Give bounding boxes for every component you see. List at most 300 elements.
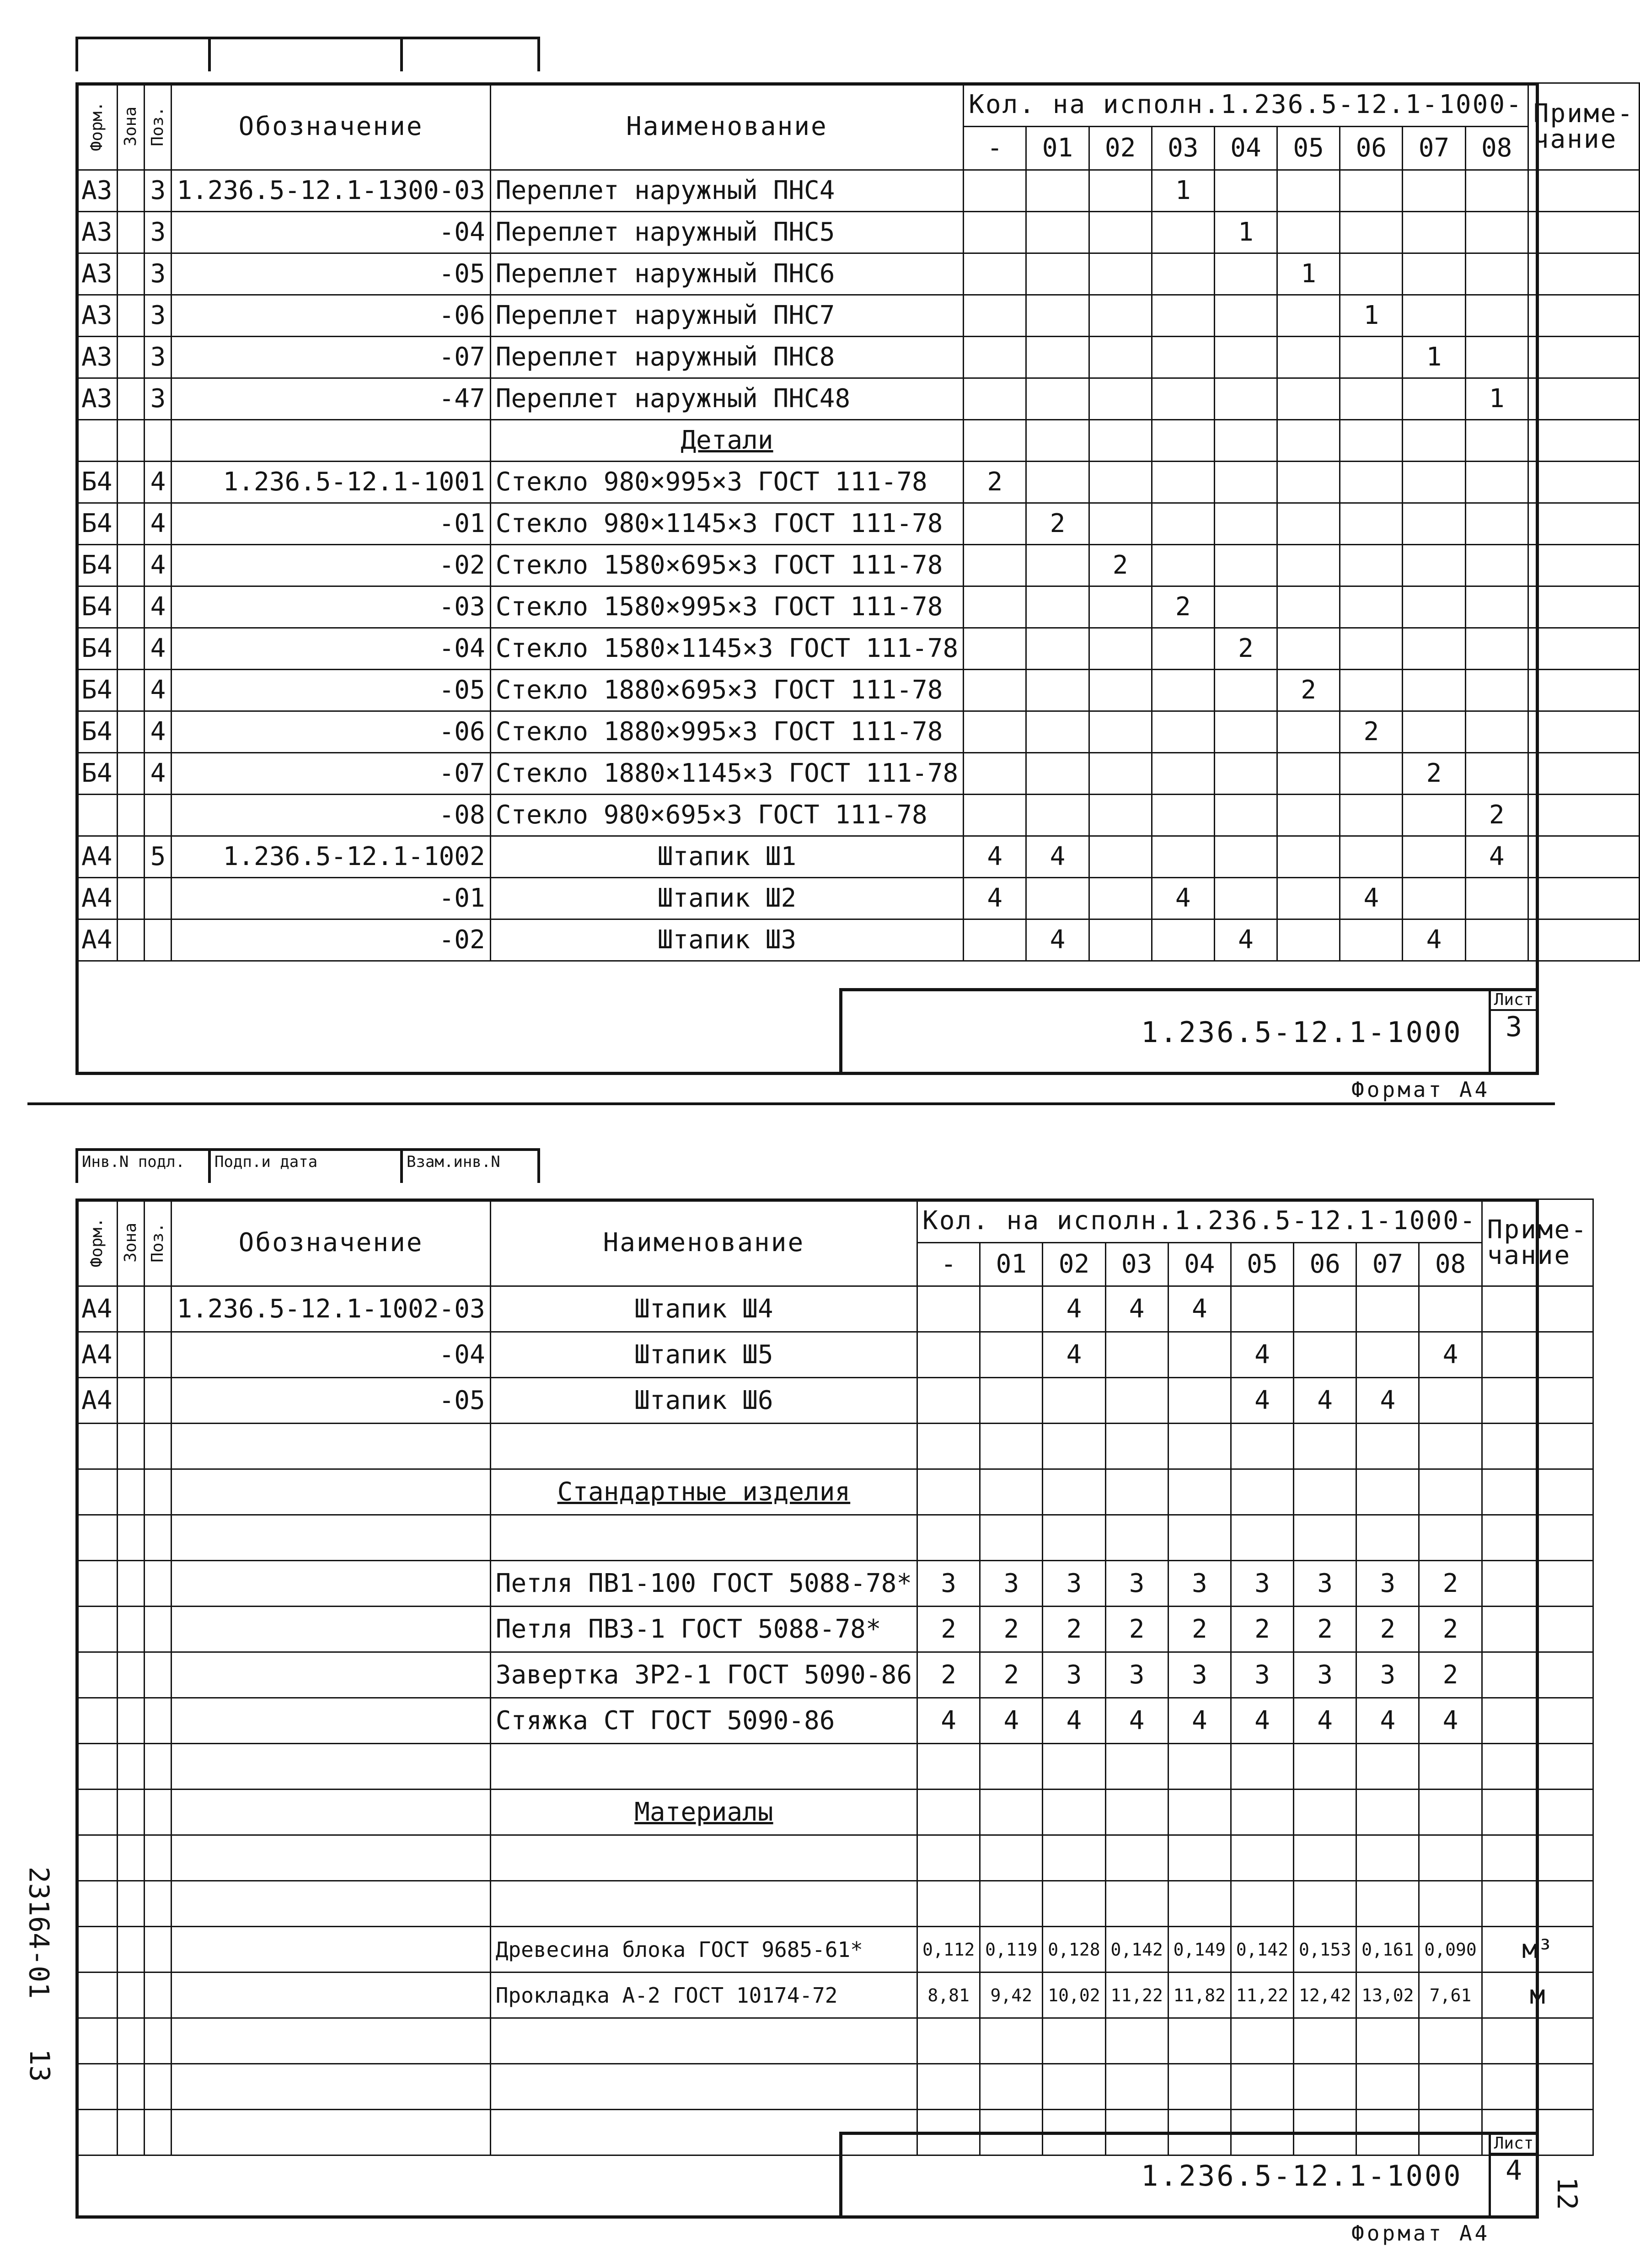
pos-header: [145, 83, 172, 170]
qty-cell: [1152, 795, 1214, 836]
empty-cell: [1419, 1790, 1482, 1835]
qty-cell: 4: [1419, 1698, 1482, 1744]
empty-cell: [1168, 2064, 1231, 2110]
qty-cell: [1026, 878, 1089, 919]
name-cell: Прокладка А-2 ГОСТ 10174-72: [490, 1972, 917, 2018]
designation-header: Обозначение: [172, 1199, 490, 1286]
table-row: [76, 503, 1640, 545]
empty-cell: [1356, 1469, 1419, 1515]
form-cell: Б4: [76, 753, 118, 795]
designation-cell: -07: [172, 337, 490, 378]
qty-cell: [964, 253, 1026, 295]
qty-cell: [1214, 836, 1277, 878]
qty-cell: [1340, 586, 1403, 628]
empty-cell: [1168, 1835, 1231, 1881]
empty-cell: [76, 1469, 118, 1515]
side-archive-number: 23164-01: [22, 1866, 55, 1999]
qty-cell: 4: [1214, 919, 1277, 961]
qty-cell: [1403, 378, 1465, 420]
qty-cell: 4: [1043, 1286, 1105, 1332]
form-cell: А4: [76, 878, 118, 919]
empty-cell: [1419, 1469, 1482, 1515]
qty-cell: 3: [980, 1561, 1043, 1607]
qty-cell: [1152, 462, 1214, 503]
qty-cell: 1: [1403, 337, 1465, 378]
note-cell: [1528, 170, 1639, 212]
empty-cell: [172, 1744, 490, 1790]
table-row: [76, 337, 1640, 378]
top-box: [403, 39, 540, 71]
form-cell: А3: [76, 295, 118, 337]
empty-cell: [118, 2110, 145, 2155]
qty-cell: 0,128: [1043, 1927, 1105, 1972]
qty-cell: [1465, 253, 1528, 295]
variant-header: 02: [1089, 127, 1152, 170]
corner-page-number: 12: [1551, 2177, 1583, 2210]
qty-cell: [1026, 753, 1089, 795]
qty-cell: [1356, 1286, 1419, 1332]
variant-header: 07: [1403, 127, 1465, 170]
empty-cell: [76, 1790, 118, 1835]
qty-cell: [1214, 170, 1277, 212]
empty-cell: [1294, 1744, 1356, 1790]
qty-cell: [1403, 253, 1465, 295]
qty-cell: [964, 545, 1026, 586]
qty-cell: [1089, 878, 1152, 919]
sheet-number: 4: [1505, 2155, 1522, 2187]
qty-cell: 0,161: [1356, 1927, 1419, 1972]
qty-cell: [1419, 1286, 1482, 1332]
qty-cell: 2: [1294, 1607, 1356, 1652]
name-cell: Стекло 980×995×3 ГОСТ 111-78: [490, 462, 963, 503]
qty-cell: [1294, 1332, 1356, 1378]
qty-cell: 4: [1168, 1286, 1231, 1332]
empty-cell: [1231, 1790, 1293, 1835]
name-cell: Переплет наружный ПНС5: [490, 212, 963, 253]
qty-cell: [1277, 628, 1340, 670]
empty-cell: [118, 1744, 145, 1790]
name-cell: Завертка ЗР2-1 ГОСТ 5090-86: [490, 1652, 917, 1698]
qty-cell: 3: [1231, 1561, 1293, 1607]
empty-cell: [145, 1424, 172, 1469]
empty-cell: [118, 2018, 145, 2064]
empty-cell: [145, 1744, 172, 1790]
qty-cell: [964, 337, 1026, 378]
table-row: [76, 462, 1640, 503]
qty-cell: 4: [964, 878, 1026, 919]
form-cell: Б4: [76, 462, 118, 503]
qty-cell: 0,142: [1105, 1927, 1168, 1972]
name-cell: Стекло 980×695×3 ГОСТ 111-78: [490, 795, 963, 836]
qty-cell: [1403, 586, 1465, 628]
note-cell: м: [1482, 1972, 1593, 2018]
empty-cell: [1214, 420, 1277, 462]
pos-cell: [145, 1561, 172, 1607]
qty-cell: [1214, 753, 1277, 795]
variant-header: 08: [1465, 127, 1528, 170]
table-row: [76, 878, 1640, 919]
designation-cell: [172, 1561, 490, 1607]
empty-cell: [1043, 1424, 1105, 1469]
empty-cell: [1294, 1790, 1356, 1835]
form-cell: А4: [76, 919, 118, 961]
pos-cell: [145, 1698, 172, 1744]
qty-cell: [964, 378, 1026, 420]
qty-cell: 4: [1356, 1378, 1419, 1424]
qty-cell: 4: [1419, 1332, 1482, 1378]
empty-cell: [1231, 1881, 1293, 1927]
empty-cell: [76, 1835, 118, 1881]
empty-cell: [1482, 1881, 1593, 1927]
qty-cell: [1026, 711, 1089, 753]
note-cell: м³: [1482, 1927, 1593, 1972]
qty-cell: 4: [1105, 1698, 1168, 1744]
name-cell: Переплет наружный ПНС8: [490, 337, 963, 378]
spec-table: [75, 82, 1640, 962]
qty-cell: [1026, 586, 1089, 628]
empty-cell: [118, 1424, 145, 1469]
empty-cell: [980, 1515, 1043, 1561]
form-header-text: Форм.: [87, 102, 106, 151]
qty-cell: 3: [1168, 1652, 1231, 1698]
qty-cell: 4: [1465, 836, 1528, 878]
qty-cell: 4: [1340, 878, 1403, 919]
qty-cell: [1214, 253, 1277, 295]
qty-cell: 3: [1105, 1561, 1168, 1607]
empty-cell: [1105, 1881, 1168, 1927]
qty-cell: [1089, 295, 1152, 337]
empty-cell: [980, 2018, 1043, 2064]
qty-cell: 4: [917, 1698, 980, 1744]
qty-cell: 2: [1419, 1652, 1482, 1698]
table-row: [76, 2018, 1593, 2064]
note-cell: [1482, 1698, 1593, 1744]
empty-cell: [1043, 1790, 1105, 1835]
empty-cell: [118, 2064, 145, 2110]
sheet-4: [75, 1148, 1588, 2255]
empty-cell: [1231, 2064, 1293, 2110]
designation-cell: -07: [172, 753, 490, 795]
pos-cell: 3: [145, 253, 172, 295]
qty-cell: [1168, 1378, 1231, 1424]
empty-cell: [1356, 2018, 1419, 2064]
variant-header: 02: [1043, 1243, 1105, 1286]
empty-cell: [1105, 2018, 1168, 2064]
pos-cell: [145, 919, 172, 961]
qty-cell: 2: [1168, 1607, 1231, 1652]
variant-header: -: [917, 1243, 980, 1286]
form-cell: Б4: [76, 586, 118, 628]
qty-cell: [1152, 670, 1214, 711]
empty-cell: [118, 1515, 145, 1561]
qty-cell: 4: [1152, 878, 1214, 919]
note-header: Приме-чание: [1482, 1199, 1593, 1286]
qty-cell: 0,090: [1419, 1927, 1482, 1972]
qty-cell: [1465, 295, 1528, 337]
table-row: [76, 1972, 1593, 2018]
qty-cell: 2: [1152, 586, 1214, 628]
empty-cell: [76, 1515, 118, 1561]
designation-cell: -05: [172, 670, 490, 711]
zone-cell: [118, 1607, 145, 1652]
qty-cell: 2: [1419, 1607, 1482, 1652]
table-row: [76, 212, 1640, 253]
empty-cell: [1043, 1881, 1105, 1927]
designation-cell: 1.236.5-12.1-1001: [172, 462, 490, 503]
replace-inv-box: Взам.инв.N: [403, 1151, 540, 1183]
empty-cell: [1294, 1835, 1356, 1881]
qty-cell: [964, 919, 1026, 961]
empty-cell: [1043, 1835, 1105, 1881]
table-row: [76, 545, 1640, 586]
note-cell: [1528, 295, 1639, 337]
empty-cell: [172, 420, 490, 462]
designation-cell: -04: [172, 212, 490, 253]
qty-cell: [1465, 670, 1528, 711]
top-boxes: [75, 37, 540, 71]
qty-cell: 4: [1294, 1698, 1356, 1744]
qty-cell: [1089, 711, 1152, 753]
qty-cell: [1465, 711, 1528, 753]
qty-cell: [1277, 919, 1340, 961]
pos-cell: 4: [145, 628, 172, 670]
designation-cell: [172, 1698, 490, 1744]
qty-cell: [1277, 337, 1340, 378]
qty-cell: [1403, 503, 1465, 545]
table-row: [76, 295, 1640, 337]
empty-cell: [1482, 1515, 1593, 1561]
qty-cell: 4: [964, 836, 1026, 878]
qty-cell: 9,42: [980, 1972, 1043, 2018]
empty-cell: [980, 1744, 1043, 1790]
qty-cell: 2: [917, 1652, 980, 1698]
qty-cell: [1465, 628, 1528, 670]
qty-cell: [1152, 337, 1214, 378]
sheet-number: 3: [1505, 1011, 1522, 1043]
note-cell: [1482, 1607, 1593, 1652]
qty-cell: 4: [1356, 1698, 1419, 1744]
zone-cell: [118, 878, 145, 919]
pos-cell: [145, 1286, 172, 1332]
qty-cell: [1152, 503, 1214, 545]
table-row: [76, 1424, 1593, 1469]
qty-cell: [1403, 170, 1465, 212]
qty-cell: 2: [980, 1607, 1043, 1652]
empty-cell: [1356, 1835, 1419, 1881]
qty-cell: 12,42: [1294, 1972, 1356, 2018]
empty-cell: [1419, 1744, 1482, 1790]
table-row: [76, 1332, 1593, 1378]
qty-cell: [1214, 378, 1277, 420]
variant-header: 05: [1277, 127, 1340, 170]
note-cell: [1528, 711, 1639, 753]
qty-cell: [980, 1332, 1043, 1378]
qty-cell: 2: [980, 1652, 1043, 1698]
qty-cell: 3: [1043, 1652, 1105, 1698]
empty-cell: [172, 1790, 490, 1835]
note-cell: [1528, 337, 1639, 378]
empty-cell: [172, 2064, 490, 2110]
empty-cell: [490, 1424, 917, 1469]
empty-cell: [1105, 1515, 1168, 1561]
pos-cell: 4: [145, 545, 172, 586]
sheet-label: Лист: [1491, 990, 1537, 1011]
name-header: Наименование: [490, 83, 963, 170]
qty-cell: [1340, 503, 1403, 545]
note-cell: [1482, 1332, 1593, 1378]
pos-cell: 3: [145, 378, 172, 420]
note-cell: [1528, 253, 1639, 295]
qty-cell: [917, 1332, 980, 1378]
qty-cell: [1089, 919, 1152, 961]
empty-cell: [1168, 1424, 1231, 1469]
empty-cell: [917, 1790, 980, 1835]
qty-cell: 0,112: [917, 1927, 980, 1972]
empty-cell: [1419, 1881, 1482, 1927]
note-cell: [1528, 586, 1639, 628]
qty-cell: [964, 503, 1026, 545]
pos-cell: 4: [145, 711, 172, 753]
qty-cell: 2: [1340, 711, 1403, 753]
empty-cell: [1419, 1424, 1482, 1469]
qty-cell: [1465, 503, 1528, 545]
qty-cell: [1277, 753, 1340, 795]
qty-cell: [1465, 878, 1528, 919]
qty-cell: 4: [1403, 919, 1465, 961]
qty-cell: [1403, 878, 1465, 919]
sheet-number-box: [1489, 2132, 1539, 2219]
qty-cell: 3: [1168, 1561, 1231, 1607]
variant-header: 08: [1419, 1243, 1482, 1286]
designation-cell: -01: [172, 503, 490, 545]
empty-cell: [917, 2018, 980, 2064]
pos-cell: [145, 1332, 172, 1378]
zone-cell: [118, 1286, 145, 1332]
qty-cell: 11,82: [1168, 1972, 1231, 2018]
empty-cell: [1482, 1424, 1593, 1469]
pos-cell: 3: [145, 212, 172, 253]
qty-cell: [1340, 628, 1403, 670]
zone-cell: [118, 1378, 145, 1424]
empty-cell: [145, 1881, 172, 1927]
empty-cell: [118, 420, 145, 462]
top-box: [78, 39, 211, 71]
empty-cell: [145, 1469, 172, 1515]
note-cell: [1528, 836, 1639, 878]
variant-header: 06: [1340, 127, 1403, 170]
form-header-text: Форм.: [87, 1218, 106, 1268]
note-cell: [1482, 1561, 1593, 1607]
note-cell: [1482, 1286, 1593, 1332]
note-cell: [1482, 1652, 1593, 1698]
form-cell: [76, 1972, 118, 2018]
qty-cell: [964, 586, 1026, 628]
table-row: [76, 670, 1640, 711]
qty-cell: [1340, 919, 1403, 961]
form-cell: [76, 1698, 118, 1744]
empty-cell: [1105, 1790, 1168, 1835]
pos-cell: 4: [145, 670, 172, 711]
form-cell: А4: [76, 1378, 118, 1424]
qty-cell: 0,149: [1168, 1927, 1231, 1972]
qty-cell: [1403, 670, 1465, 711]
qty-cell: 2: [1231, 1607, 1293, 1652]
empty-cell: [118, 1790, 145, 1835]
empty-cell: [172, 2018, 490, 2064]
table-row: [76, 253, 1640, 295]
empty-cell: [1482, 2018, 1593, 2064]
form-cell: [76, 795, 118, 836]
sheet-label: Лист: [1491, 2134, 1537, 2155]
pos-cell: [145, 795, 172, 836]
empty-cell: [490, 1881, 917, 1927]
empty-cell: [1168, 1515, 1231, 1561]
table-row: [76, 795, 1640, 836]
qty-cell: [1465, 212, 1528, 253]
name-cell: Стекло 1580×695×3 ГОСТ 111-78: [490, 545, 963, 586]
empty-cell: [118, 1881, 145, 1927]
inv-box: Инв.N подл.: [78, 1151, 211, 1183]
table-row: [76, 711, 1640, 753]
empty-cell: [1168, 1881, 1231, 1927]
note-cell: [1528, 378, 1639, 420]
empty-cell: [1419, 2018, 1482, 2064]
qty-cell: 2: [1026, 503, 1089, 545]
name-cell: Стекло 980×1145×3 ГОСТ 111-78: [490, 503, 963, 545]
empty-cell: [980, 2064, 1043, 2110]
sheet-separator: [27, 1102, 1555, 1105]
pos-cell: [145, 1378, 172, 1424]
qty-cell: [1340, 253, 1403, 295]
qty-cell: [964, 170, 1026, 212]
qty-cell: [1403, 295, 1465, 337]
qty-cell: 3: [1294, 1561, 1356, 1607]
table-row: [76, 1561, 1593, 1607]
qty-cell: 4: [1043, 1698, 1105, 1744]
name-header: Наименование: [490, 1199, 917, 1286]
form-cell: [76, 1561, 118, 1607]
qty-cell: 1: [1152, 170, 1214, 212]
empty-cell: [917, 1469, 980, 1515]
section-title: Детали: [490, 420, 963, 462]
qty-cell: [1403, 545, 1465, 586]
zone-cell: [118, 1652, 145, 1698]
qty-header: Кол. на исполн.1.236.5-12.1-1000-: [964, 83, 1528, 127]
designation-cell: -05: [172, 253, 490, 295]
empty-cell: [490, 1515, 917, 1561]
qty-cell: [1403, 795, 1465, 836]
qty-cell: [1152, 711, 1214, 753]
qty-cell: 3: [1356, 1561, 1419, 1607]
qty-cell: [1089, 628, 1152, 670]
empty-cell: [145, 1835, 172, 1881]
qty-cell: [1026, 462, 1089, 503]
zone-header: [118, 83, 145, 170]
form-cell: А3: [76, 378, 118, 420]
qty-cell: [964, 795, 1026, 836]
qty-cell: [1026, 378, 1089, 420]
qty-cell: [1026, 628, 1089, 670]
qty-cell: [1214, 878, 1277, 919]
zone-cell: [118, 1698, 145, 1744]
note-cell: [1528, 628, 1639, 670]
qty-cell: 4: [1026, 919, 1089, 961]
qty-cell: [1089, 753, 1152, 795]
qty-cell: [1294, 1286, 1356, 1332]
name-cell: Штапик Ш1: [490, 836, 963, 878]
pos-cell: 3: [145, 337, 172, 378]
empty-cell: [145, 420, 172, 462]
